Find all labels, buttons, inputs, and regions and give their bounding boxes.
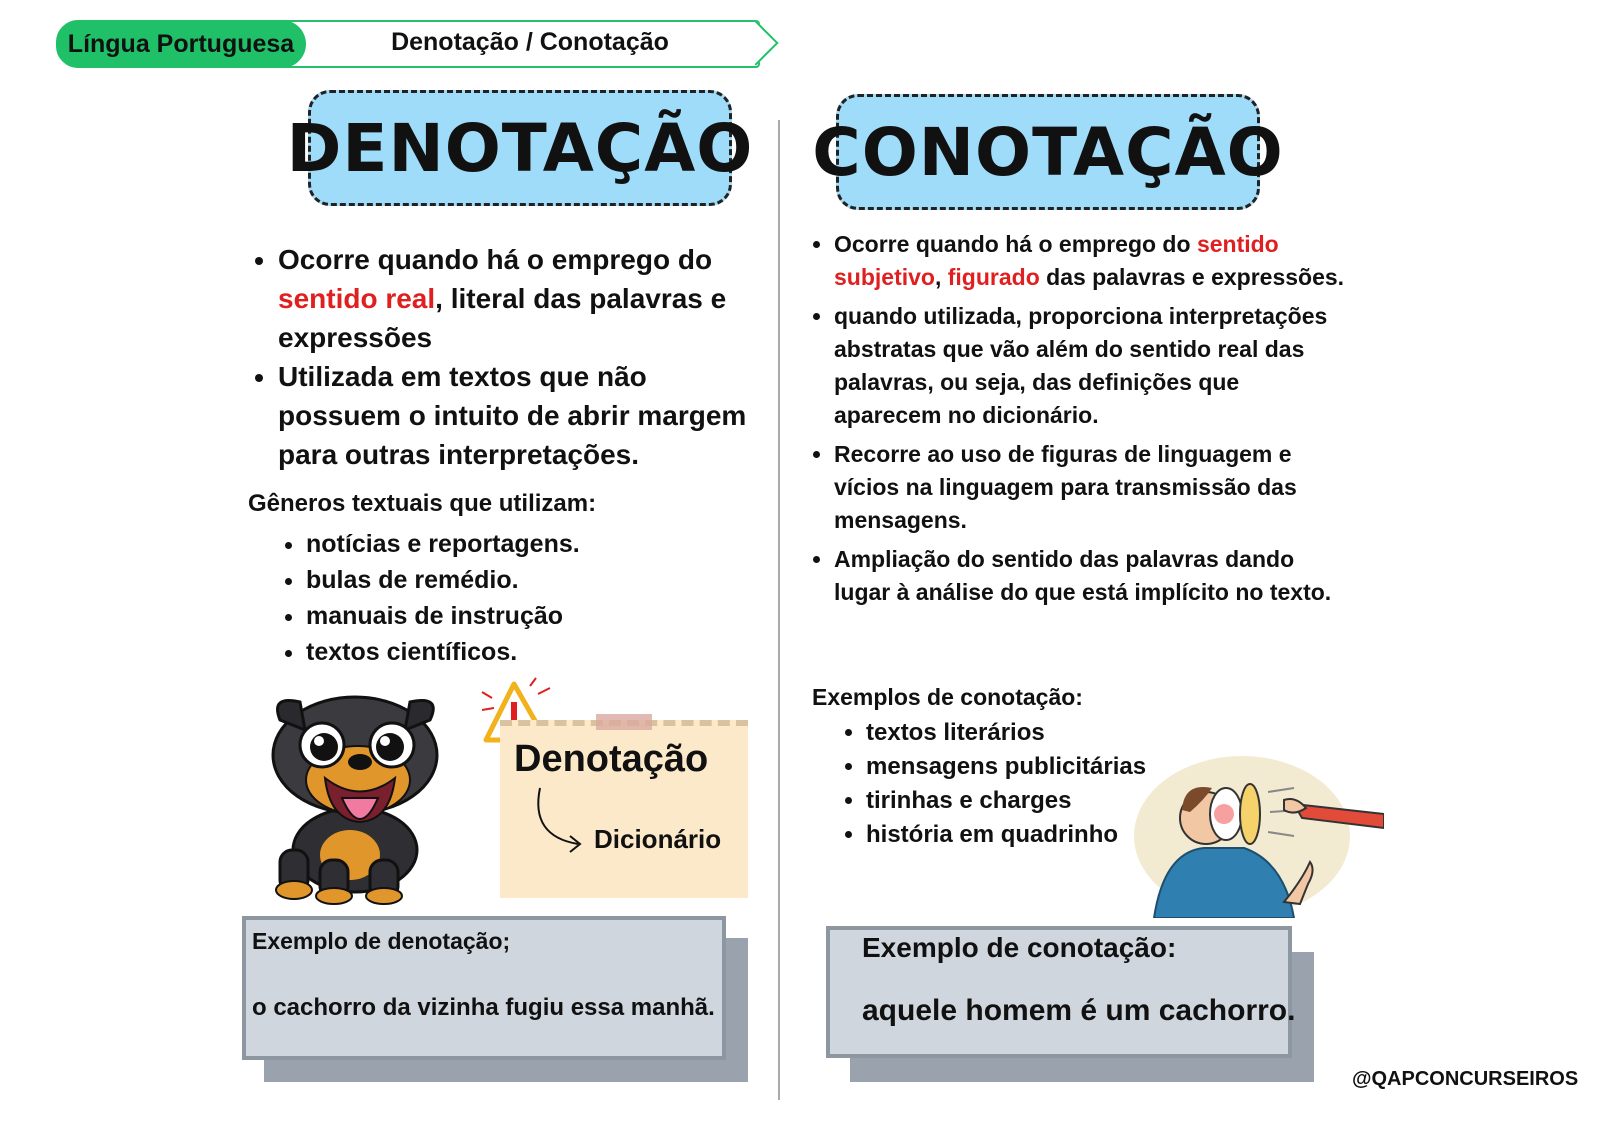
- highlight-text: sentido real: [278, 283, 436, 314]
- conotacao-example-text: aquele homem é um cachorro.: [862, 994, 1296, 1027]
- list-item: • mensagens publicitárias: [866, 750, 1146, 784]
- denotacao-bullets: [250, 240, 770, 474]
- denotacao-title: DENOTAÇÃO: [308, 90, 732, 206]
- list-item: • textos literários: [866, 716, 1146, 750]
- highlight-text: sentido subjetivo: [834, 231, 1279, 290]
- list-item: • tirinhas e charges: [866, 784, 1146, 818]
- dog-illustration: [250, 690, 450, 905]
- denotacao-example-text: o cachorro da vizinha fugiu essa manhã.: [252, 994, 715, 1021]
- tape-decoration: [596, 714, 652, 730]
- bullet-text: ,: [934, 264, 948, 290]
- genres-label: Gêneros textuais que utilizam:: [248, 490, 597, 517]
- denotacao-bullet-1: [278, 240, 770, 357]
- conotacao-bullet-3: • Recorre ao uso de figuras de linguagem e vícios na linguagem para transmissão das mensagens.: [834, 438, 1346, 537]
- conotacao-example-title: Exemplo de conotação:: [862, 932, 1177, 963]
- subject-pill: Língua Portuguesa: [56, 20, 306, 68]
- denotacao-bullet-2: • Utilizada em textos que não possuem o intuito de abrir margem para outras interpretações.: [278, 357, 770, 474]
- conotacao-bullet-2: • quando utilizada, proporciona interpretações abstratas que vão além do sentido real das palavras, ou seja, das definições que aparecem no dicionário.: [834, 300, 1346, 432]
- curved-arrow-icon: [530, 786, 590, 856]
- conotacao-bullet-1: [834, 228, 1346, 294]
- denotacao-example-title: Exemplo de denotação;: [252, 928, 511, 954]
- conotacao-bullet-4: • Ampliação do sentido das palavras dando lugar à análise do que está implícito no texto.: [834, 543, 1346, 609]
- examples-label: Exemplos de conotação:: [812, 684, 1083, 710]
- highlight-text: figurado: [947, 264, 1040, 290]
- list-item: • bulas de remédio.: [306, 562, 580, 598]
- bullet-text: das palavras e expressões.: [1039, 264, 1345, 290]
- pie-in-face-illustration: [1134, 752, 1384, 918]
- note-subtitle: Dicionário: [594, 824, 722, 854]
- conotacao-bullets: [806, 228, 1346, 615]
- list-item: • história em quadrinho: [866, 818, 1146, 852]
- topic-title: Denotação / Conotação: [391, 27, 669, 56]
- list-item: • notícias e reportagens.: [306, 526, 580, 562]
- author-handle: @QAPCONCURSEIROS: [1352, 1068, 1579, 1090]
- column-divider: [778, 120, 780, 1100]
- bullet-text: , literal das palavras e expressões: [278, 283, 727, 353]
- note-title: Denotação: [514, 738, 709, 780]
- list-item: • manuais de instrução: [306, 598, 580, 634]
- conotacao-title: CONOTAÇÃO: [836, 94, 1260, 210]
- genres-list: [278, 526, 580, 670]
- list-item: • textos científicos.: [306, 634, 580, 670]
- bullet-text: Ocorre quando há o emprego do: [834, 231, 1197, 257]
- examples-list: [838, 716, 1146, 852]
- bullet-text: Ocorre quando há o emprego do: [278, 244, 713, 275]
